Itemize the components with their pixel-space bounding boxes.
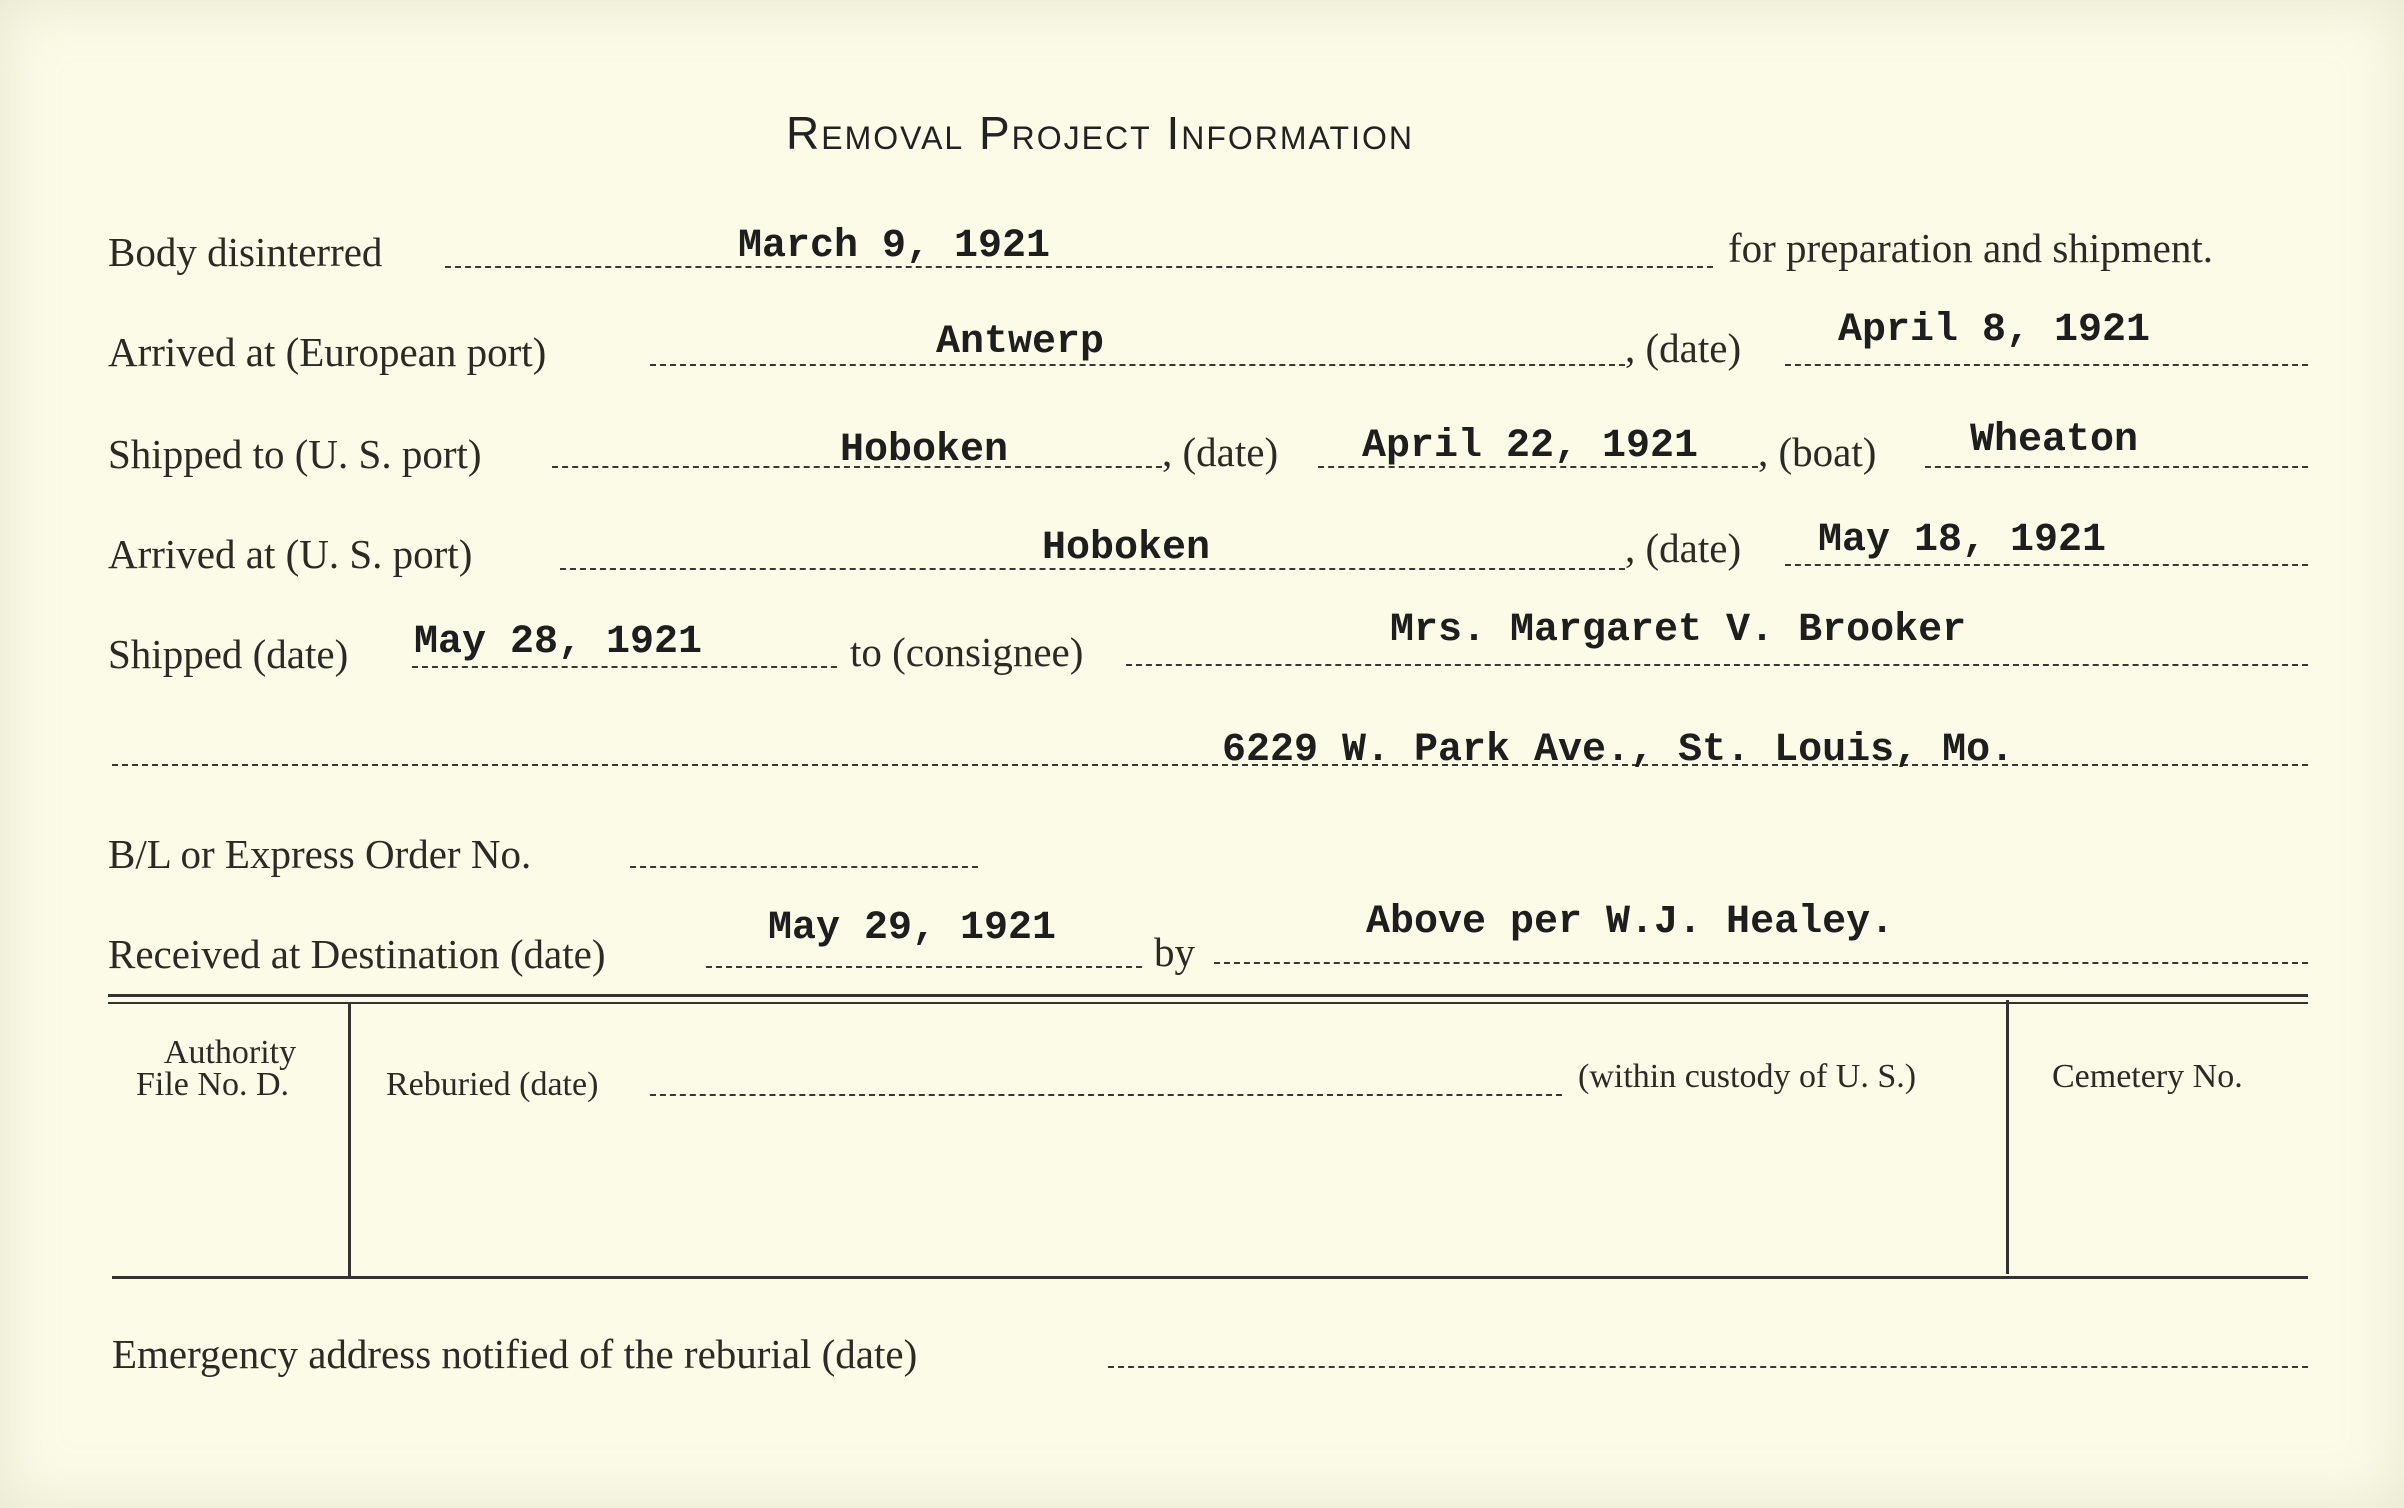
shipped-us-boat-value: Wheaton	[1970, 418, 2139, 463]
reburied-line	[650, 1094, 1562, 1096]
us-date-label: , (date)	[1625, 525, 1742, 571]
consignee-label: to (consignee)	[850, 629, 1084, 675]
disinterred-line	[445, 266, 1713, 268]
received-by-label: by	[1154, 929, 1195, 975]
shipped-us-port-value: Hoboken	[840, 428, 1009, 473]
consignee-value: Mrs. Margaret V. Brooker	[1390, 608, 1967, 653]
table-divider-right	[2006, 1000, 2009, 1274]
cemetery-label: Cemetery No.	[2052, 1058, 2243, 1095]
authority-line1: Authority	[163, 1034, 297, 1071]
disinterred-label: Body disinterred	[108, 229, 383, 275]
bl-line	[630, 866, 978, 868]
reburied-label: Reburied (date)	[386, 1066, 599, 1103]
authority-line2: File No. D.	[136, 1066, 289, 1103]
shipped-us-boat-label: , (boat)	[1758, 429, 1877, 475]
received-by-value: Above per W.J. Healey.	[1366, 900, 1895, 945]
shipped-us-boat-line	[1925, 466, 2308, 468]
us-port-value: Hoboken	[1042, 526, 1211, 571]
euro-date-label: , (date)	[1625, 325, 1742, 371]
us-date-line	[1785, 564, 2308, 566]
emergency-label: Emergency address notified of the reburial (date)	[112, 1331, 918, 1377]
table-top-rule	[108, 994, 2308, 997]
shipped-us-label: Shipped to (U. S. port)	[108, 431, 482, 477]
received-date-value: May 29, 1921	[768, 906, 1057, 951]
received-date-line	[706, 966, 1142, 968]
disinterred-suffix: for preparation and shipment.	[1728, 225, 2214, 271]
emergency-line	[1108, 1366, 2308, 1368]
address-value: 6229 W. Park Ave., St. Louis, Mo.	[1222, 728, 2015, 773]
bl-label: B/L or Express Order No.	[108, 831, 532, 877]
euro-port-value: Antwerp	[936, 320, 1105, 365]
custody-label: (within custody of U. S.)	[1578, 1058, 1917, 1095]
euro-date-value: April 8, 1921	[1838, 308, 2151, 353]
shipped-us-date-value: April 22, 1921	[1362, 424, 1699, 469]
shipped-label: Shipped (date)	[108, 631, 349, 677]
euro-port-line	[650, 364, 1625, 366]
table-top-rule-inner	[108, 1002, 2308, 1004]
shipped-date-value: May 28, 1921	[414, 620, 703, 665]
us-arrival-label: Arrived at (U. S. port)	[108, 531, 473, 577]
euro-arrival-label: Arrived at (European port)	[108, 329, 547, 375]
received-label: Received at Destination (date)	[108, 931, 606, 977]
us-date-value: May 18, 1921	[1818, 518, 2107, 563]
table-bottom-rule	[112, 1276, 2308, 1279]
shipped-us-date-label: , (date)	[1162, 429, 1279, 475]
received-by-line	[1214, 962, 2308, 964]
euro-date-line	[1785, 364, 2308, 366]
form-title: Removal Project Information	[786, 107, 1414, 159]
consignee-line	[1126, 664, 2308, 666]
table-divider-left	[348, 1004, 351, 1276]
shipped-date-line	[412, 666, 837, 668]
disinterred-value: March 9, 1921	[738, 224, 1051, 269]
